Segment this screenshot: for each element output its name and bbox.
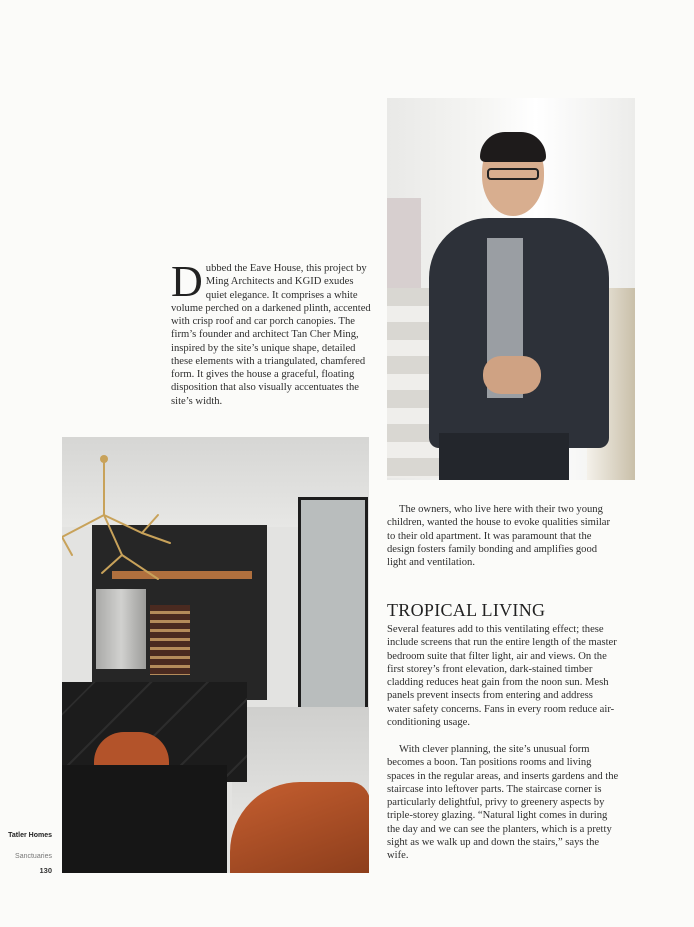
glasses: [487, 168, 539, 180]
body-paragraph-1: Several features add to this ventilating effect; these include screens that run the entire length of the master bedroom suite that filter light, air and views. On the first storey’s front elevation, dark-stained timber cladding reduces heat gain from the noon sun. Mesh panels prevent insects from entering and address water safety concerns. Fans in every room reduce air-conditioning usage.: [387, 624, 617, 728]
branch-chandelier: [62, 437, 369, 597]
section-heading: TROPICAL LIVING: [387, 600, 546, 620]
drop-cap: D: [171, 257, 203, 306]
hair: [480, 132, 546, 162]
refrigerator: [96, 589, 146, 669]
kitchen-interior-photo: [62, 437, 369, 873]
dining-table: [62, 765, 227, 873]
owners-paragraph: The owners, who live here with their two young children, wanted the house to evoke qualities similar to their old apartment. It was paramount that the design fosters family bonding and amplifies good light and ventilation.: [387, 504, 610, 568]
wine-fridge: [150, 605, 190, 675]
intro-text: ubbed the Eave House, this project by Ming Architects and KGID exudes quiet elegance. It comprises a white volume perched on a darkened plinth, accented with crisp roof and car porch canopies. The firm’s founder and architect Tan Cher Ming, inspired by the site’s unique shape, detailed these elements with a triangulated, chamfered form. It gives the house a graceful, floating disposition that also visually accentuates the site’s width.: [171, 263, 371, 407]
page-number: 130: [39, 866, 52, 875]
clasped-hands: [483, 356, 541, 394]
magazine-brand: Tatler Homes: [8, 832, 52, 839]
body-paragraph-2: With clever planning, the site’s unusual form becomes a boon. Tan positions rooms and living spaces in the regular areas, and inserts gardens and the staircase into leftover parts. The staircase corner is particularly delightful, privy to greenery aspects by triple-storey glazing. “Natural light comes in during the day and we can see the planters, which is a pretty sight as we walk up and down the stairs,” says the wife.: [387, 744, 619, 861]
trousers: [439, 433, 569, 480]
intro-paragraph: [171, 257, 374, 408]
section-name: Sanctuaries: [15, 853, 52, 860]
architect-portrait-photo: [387, 98, 635, 480]
